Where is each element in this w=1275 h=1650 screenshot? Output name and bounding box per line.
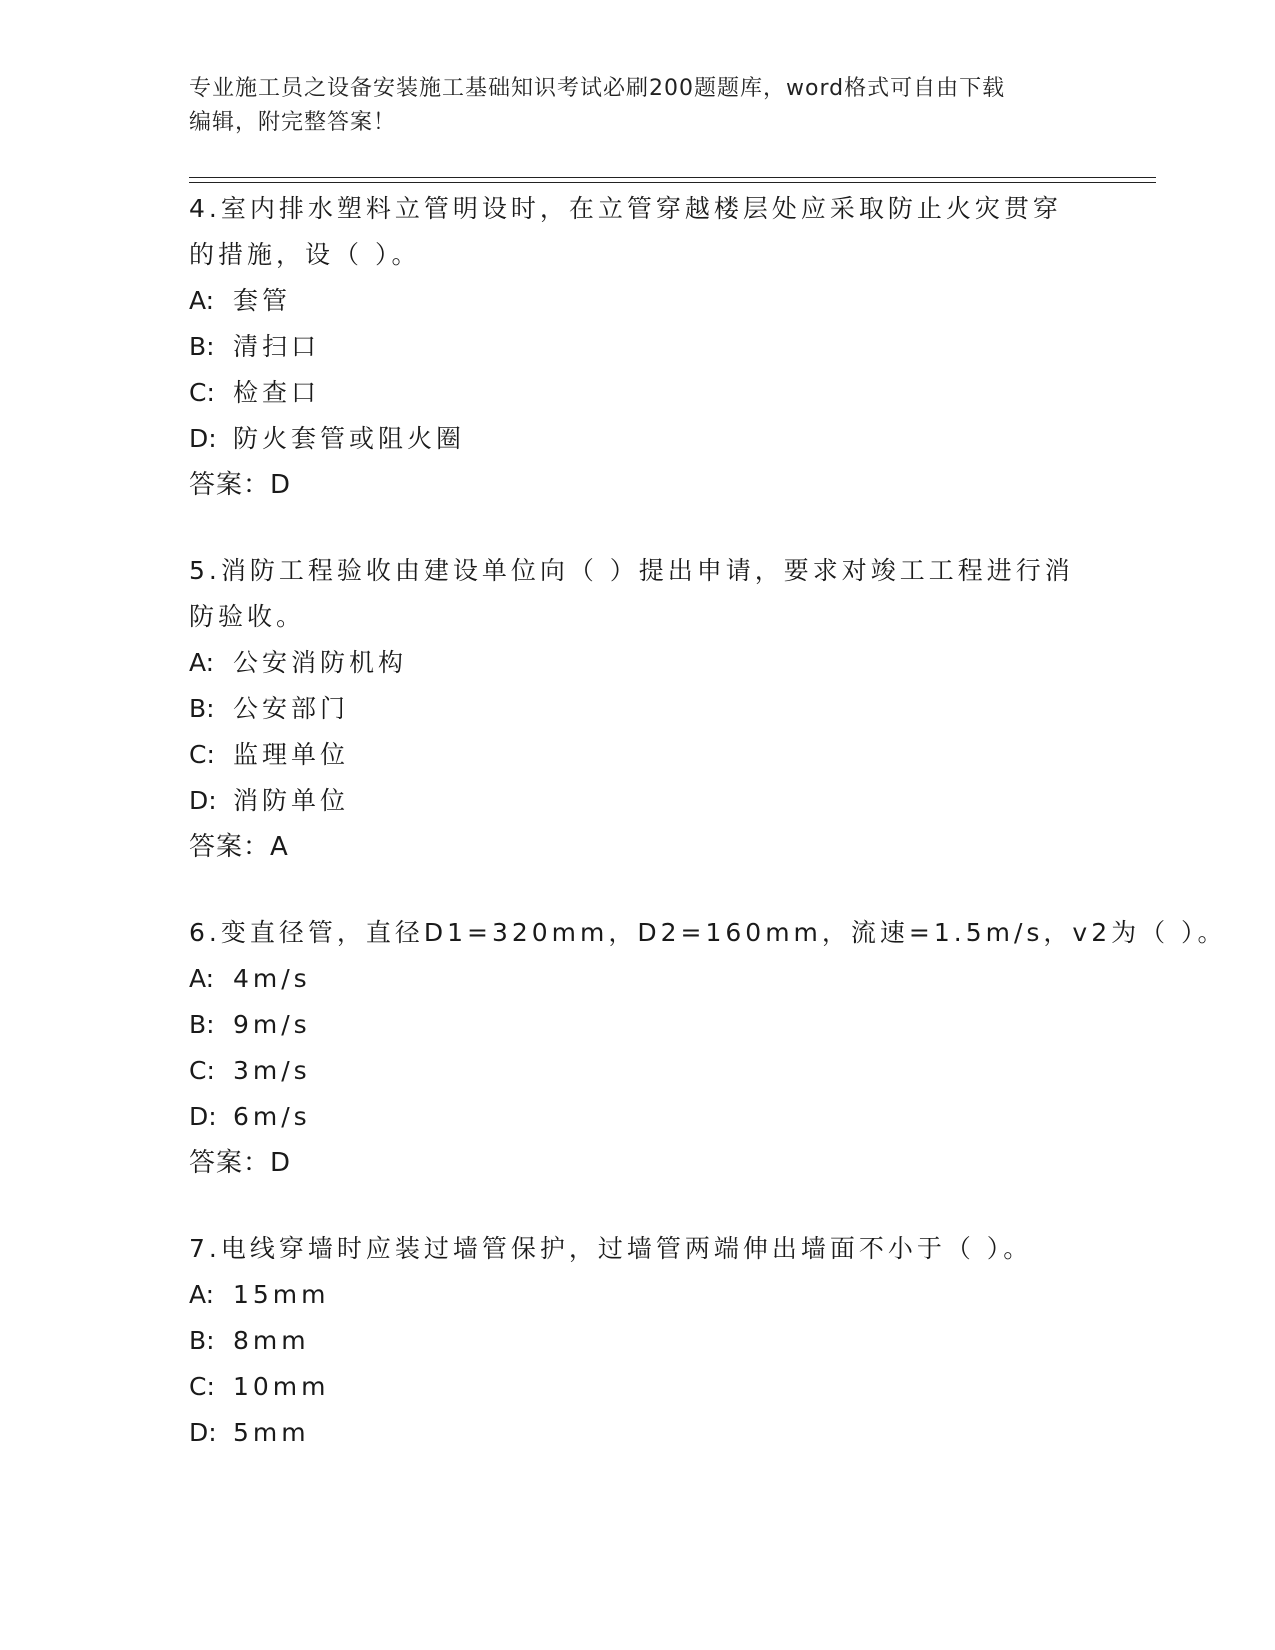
- question-stem-line: 4.室内排水塑料立管明设时，在立管穿越楼层处应采取防止火灾贯穿: [189, 194, 1062, 223]
- option-d: [189, 1094, 1089, 1140]
- option-text: 15mm: [233, 1280, 330, 1309]
- option-c: [189, 732, 1089, 778]
- option-text: 清扫口: [233, 332, 321, 361]
- option-text: 公安消防机构: [233, 648, 408, 677]
- option-b: [189, 686, 1089, 732]
- option-text: 套管: [233, 286, 292, 315]
- question-7: [189, 1226, 1089, 1456]
- answer-line: 答案：D: [189, 1148, 292, 1178]
- header-divider-bottom: [189, 182, 1156, 183]
- option-c: [189, 1048, 1089, 1094]
- option-text: 8mm: [233, 1326, 310, 1355]
- option-d: [189, 1410, 1089, 1456]
- option-letter: C:: [189, 378, 215, 407]
- option-text: 监理单位: [233, 740, 350, 769]
- question-5: [189, 548, 1089, 870]
- option-letter: D:: [189, 1102, 217, 1131]
- option-c: [189, 370, 1089, 416]
- option-letter: B:: [189, 1010, 215, 1039]
- option-letter: B:: [189, 1326, 215, 1355]
- option-letter: C:: [189, 1056, 215, 1085]
- document-header: [189, 72, 1089, 140]
- question-stem-line: 的措施，设（ ）。: [189, 240, 421, 269]
- option-a: [189, 1272, 1089, 1318]
- option-letter: A:: [189, 1280, 215, 1309]
- question-stem-line: 防验收。: [189, 602, 306, 631]
- question-stem-line: 5.消防工程验收由建设单位向（ ）提出申请，要求对竣工工程进行消: [189, 556, 1074, 585]
- option-b: [189, 324, 1089, 370]
- answer-line: 答案：D: [189, 470, 292, 500]
- answer-line: 答案：A: [189, 832, 289, 862]
- option-letter: D:: [189, 786, 217, 815]
- option-d: [189, 416, 1089, 462]
- option-text: 5mm: [233, 1418, 310, 1447]
- question-stem-line: 6.变直径管，直径D1=320mm，D2=160mm，流速=1.5m/s，v2为（ ）。: [189, 918, 1227, 947]
- header-line-2: 编辑，附完整答案！: [189, 110, 397, 135]
- header-divider-top: [189, 177, 1156, 178]
- option-text: 消防单位: [233, 786, 350, 815]
- option-d: [189, 778, 1089, 824]
- option-letter: B:: [189, 694, 215, 723]
- option-a: [189, 956, 1089, 1002]
- option-text: 6m/s: [233, 1102, 311, 1131]
- option-text: 防火套管或阻火圈: [233, 424, 466, 453]
- option-letter: C:: [189, 1372, 215, 1401]
- option-text: 4m/s: [233, 964, 311, 993]
- option-a: [189, 278, 1089, 324]
- option-text: 3m/s: [233, 1056, 311, 1085]
- option-text: 检查口: [233, 378, 321, 407]
- option-letter: A:: [189, 286, 215, 315]
- option-letter: D:: [189, 424, 217, 453]
- option-text: 10mm: [233, 1372, 330, 1401]
- option-text: 公安部门: [233, 694, 350, 723]
- question-stem-line: 7.电线穿墙时应装过墙管保护，过墙管两端伸出墙面不小于（ ）。: [189, 1234, 1033, 1263]
- question-6: [189, 910, 1227, 1186]
- option-letter: B:: [189, 332, 215, 361]
- option-a: [189, 640, 1089, 686]
- question-4: [189, 186, 1089, 508]
- option-c: [189, 1364, 1089, 1410]
- option-letter: A:: [189, 964, 215, 993]
- option-b: [189, 1002, 1089, 1048]
- option-letter: D:: [189, 1418, 217, 1447]
- option-letter: C:: [189, 740, 215, 769]
- option-b: [189, 1318, 1089, 1364]
- option-text: 9m/s: [233, 1010, 311, 1039]
- header-line-1: 专业施工员之设备安装施工基础知识考试必刷200题题库，word格式可自由下载: [189, 76, 1006, 101]
- option-letter: A:: [189, 648, 215, 677]
